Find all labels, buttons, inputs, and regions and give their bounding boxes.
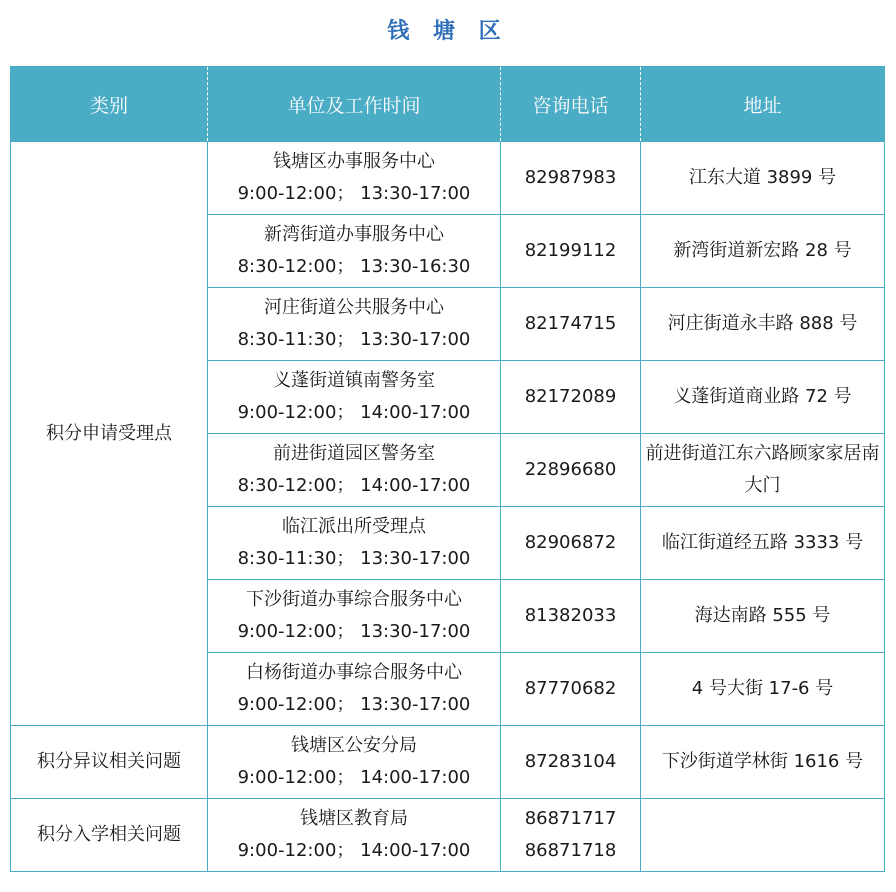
category-cell: 积分异议相关问题 <box>11 726 208 799</box>
phone-cell <box>501 434 641 507</box>
phone-number: 87770682 <box>524 678 617 699</box>
address-cell: 4 号大街 17-6 号 <box>641 653 885 726</box>
working-hours: 9:00-12:00； 14:00-17:00 <box>237 402 471 423</box>
unit-name: 下沙街道办事综合服务中心 <box>246 589 462 610</box>
unit-name: 义蓬街道镇南警务室 <box>273 370 435 391</box>
address-cell: 下沙街道学林街 1616 号 <box>641 726 885 799</box>
phone-cell <box>501 288 641 361</box>
working-hours: 8:30-11:30； 13:30-17:00 <box>237 329 471 350</box>
phone-number: 82906872 <box>524 532 617 553</box>
address-cell: 河庄街道永丰路 888 号 <box>641 288 885 361</box>
category-cell: 积分入学相关问题 <box>11 799 208 872</box>
unit-cell <box>208 434 501 507</box>
header-phone: 咨询电话 <box>501 67 641 142</box>
category-cell: 积分申请受理点 <box>11 142 208 726</box>
unit-name: 钱塘区办事服务中心 <box>273 151 435 172</box>
working-hours: 9:00-12:00； 14:00-17:00 <box>237 840 471 861</box>
address-cell: 临江街道经五路 3333 号 <box>641 507 885 580</box>
address-cell: 前进街道江东六路顾家家居南大门 <box>641 434 885 507</box>
phone-number: 22896680 <box>524 459 617 480</box>
unit-cell <box>208 142 501 215</box>
unit-cell <box>208 507 501 580</box>
working-hours: 8:30-11:30； 13:30-17:00 <box>237 548 471 569</box>
unit-cell <box>208 361 501 434</box>
unit-cell <box>208 653 501 726</box>
phone-cell <box>501 215 641 288</box>
address-cell <box>641 799 885 872</box>
unit-name: 白杨街道办事综合服务中心 <box>246 662 462 683</box>
header-category: 类别 <box>11 67 208 142</box>
table-body <box>11 142 885 872</box>
unit-name: 钱塘区教育局 <box>300 808 408 829</box>
phone-cell <box>501 726 641 799</box>
unit-name: 钱塘区公安分局 <box>291 735 417 756</box>
address-cell: 江东大道 3899 号 <box>641 142 885 215</box>
unit-name: 河庄街道公共服务中心 <box>264 297 444 318</box>
page-title: 钱 塘 区 <box>387 19 509 44</box>
header-address: 地址 <box>641 67 885 142</box>
phone-cell <box>501 580 641 653</box>
working-hours: 9:00-12:00； 14:00-17:00 <box>237 767 471 788</box>
unit-name: 前进街道园区警务室 <box>273 443 435 464</box>
phone-number: 86871718 <box>524 840 617 861</box>
phone-number: 82172089 <box>524 386 617 407</box>
phone-number: 86871717 <box>524 808 617 829</box>
working-hours: 9:00-12:00； 13:30-17:00 <box>237 621 471 642</box>
working-hours: 8:30-12:00； 13:30-16:30 <box>237 256 471 277</box>
unit-cell <box>208 580 501 653</box>
working-hours: 9:00-12:00； 13:30-17:00 <box>237 694 471 715</box>
unit-cell <box>208 726 501 799</box>
contact-table <box>10 66 885 872</box>
phone-cell <box>501 653 641 726</box>
phone-cell <box>501 799 641 872</box>
address-cell: 义蓬街道商业路 72 号 <box>641 361 885 434</box>
table-row <box>11 799 885 872</box>
address-cell: 海达南路 555 号 <box>641 580 885 653</box>
header-unit-hours: 单位及工作时间 <box>208 67 501 142</box>
table-row <box>11 142 885 215</box>
phone-cell <box>501 361 641 434</box>
address-cell: 新湾街道新宏路 28 号 <box>641 215 885 288</box>
phone-number: 82199112 <box>524 240 617 261</box>
unit-name: 临江派出所受理点 <box>282 516 426 537</box>
phone-number: 82987983 <box>524 167 617 188</box>
phone-number: 87283104 <box>524 751 617 772</box>
working-hours: 9:00-12:00； 13:30-17:00 <box>237 183 471 204</box>
unit-name: 新湾街道办事服务中心 <box>264 224 444 245</box>
unit-cell <box>208 288 501 361</box>
phone-cell <box>501 142 641 215</box>
working-hours: 8:30-12:00； 14:00-17:00 <box>237 475 471 496</box>
unit-cell <box>208 215 501 288</box>
table-row <box>11 726 885 799</box>
phone-number: 81382033 <box>524 605 617 626</box>
phone-number: 82174715 <box>524 313 617 334</box>
unit-cell <box>208 799 501 872</box>
header-row <box>11 67 885 142</box>
phone-cell <box>501 507 641 580</box>
